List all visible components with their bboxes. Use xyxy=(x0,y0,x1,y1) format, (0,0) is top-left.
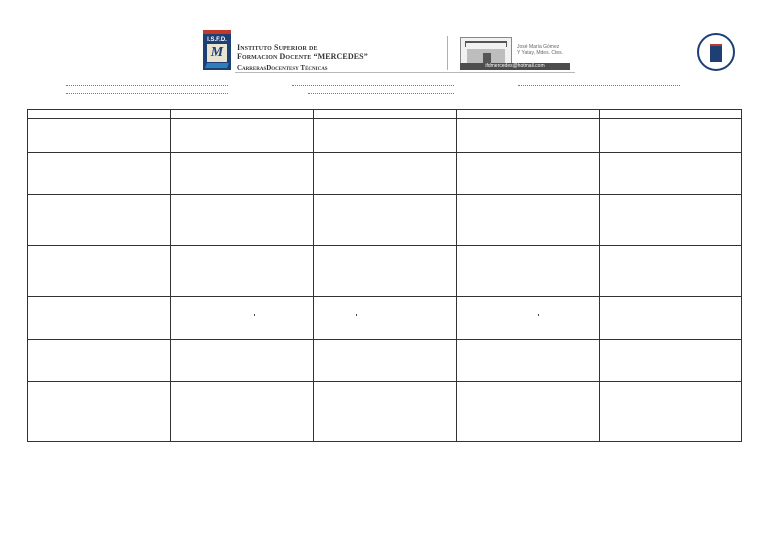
table-row xyxy=(28,340,742,382)
table-row xyxy=(28,153,742,195)
stray-mark xyxy=(254,314,255,316)
logo-stripe xyxy=(205,63,229,68)
table-cell[interactable] xyxy=(457,246,600,297)
table-cell[interactable] xyxy=(600,382,742,442)
header-divider xyxy=(235,72,575,73)
table-cell[interactable] xyxy=(600,195,742,246)
table-cell[interactable] xyxy=(28,119,171,153)
address-line1: José María Gómez xyxy=(517,44,560,50)
planning-table-body xyxy=(28,110,742,442)
table-cell[interactable] xyxy=(457,119,600,153)
table-cell[interactable] xyxy=(600,110,742,119)
table-cell[interactable] xyxy=(171,119,314,153)
institute-logo xyxy=(203,30,231,70)
table-cell[interactable] xyxy=(314,195,457,246)
seal-emblem xyxy=(710,44,722,62)
table-cell[interactable] xyxy=(314,119,457,153)
table-cell[interactable] xyxy=(171,246,314,297)
table-row xyxy=(28,119,742,153)
stray-mark xyxy=(538,314,539,316)
table-cell[interactable] xyxy=(457,340,600,382)
table-cell[interactable] xyxy=(457,110,600,119)
name-line-4 xyxy=(308,93,454,94)
table-cell[interactable] xyxy=(171,340,314,382)
table-cell[interactable] xyxy=(457,195,600,246)
table-cell[interactable] xyxy=(171,382,314,442)
name-line-5 xyxy=(518,85,680,86)
table-cell[interactable] xyxy=(28,297,171,340)
table-row xyxy=(28,297,742,340)
planning-table xyxy=(27,109,742,442)
header-vertical-divider xyxy=(447,36,448,70)
institute-title-line1: Instituto Superior de xyxy=(237,43,318,52)
table-cell[interactable] xyxy=(457,297,600,340)
institute-subtitle: CarrerasDocentesy Técnicas xyxy=(237,64,328,72)
table-cell[interactable] xyxy=(600,340,742,382)
table-cell[interactable] xyxy=(28,195,171,246)
table-row xyxy=(28,246,742,297)
table-cell[interactable] xyxy=(314,340,457,382)
table-cell[interactable] xyxy=(314,153,457,195)
table-row xyxy=(28,110,742,119)
institute-email: ifdmercedes@hotmail.com xyxy=(460,63,570,70)
table-cell[interactable] xyxy=(171,153,314,195)
table-cell[interactable] xyxy=(314,110,457,119)
table-cell[interactable] xyxy=(171,297,314,340)
table-cell[interactable] xyxy=(28,382,171,442)
table-cell[interactable] xyxy=(314,382,457,442)
institute-seal-icon xyxy=(697,33,735,71)
stray-mark xyxy=(356,314,357,316)
table-row xyxy=(28,382,742,442)
table-cell[interactable] xyxy=(600,153,742,195)
table-cell[interactable] xyxy=(457,382,600,442)
table-cell[interactable] xyxy=(600,246,742,297)
building-roof xyxy=(465,41,507,47)
institute-address xyxy=(517,44,563,56)
institute-title-line2: Formacion Docente “MERCEDES” xyxy=(237,52,368,61)
table-cell[interactable] xyxy=(28,340,171,382)
name-line-1 xyxy=(66,85,228,86)
table-row xyxy=(28,195,742,246)
table-cell[interactable] xyxy=(314,246,457,297)
table-cell[interactable] xyxy=(171,110,314,119)
table-cell[interactable] xyxy=(600,297,742,340)
table-cell[interactable] xyxy=(28,110,171,119)
table-cell[interactable] xyxy=(171,195,314,246)
table-cell[interactable] xyxy=(600,119,742,153)
address-line2: Y Yatay, Mdes. Ctes. xyxy=(517,50,564,56)
table-cell[interactable] xyxy=(28,153,171,195)
logo-letter: M xyxy=(207,44,227,62)
logo-initials: I.S.F.D. xyxy=(207,37,227,43)
table-cell[interactable] xyxy=(457,153,600,195)
table-cell[interactable] xyxy=(314,297,457,340)
institute-title xyxy=(237,43,368,61)
name-line-2 xyxy=(66,93,228,94)
name-line-3 xyxy=(292,85,454,86)
table-cell[interactable] xyxy=(28,246,171,297)
